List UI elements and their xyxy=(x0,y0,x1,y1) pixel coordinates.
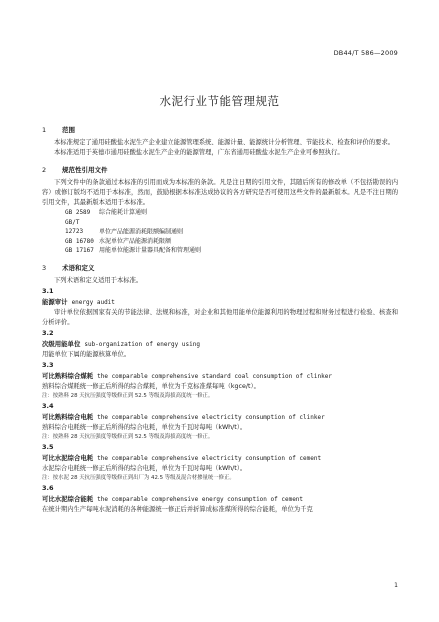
term-number: 3.2 xyxy=(42,328,54,337)
reference-code: GB 2589 xyxy=(65,209,91,216)
reference-name: 用能单位能源计量器具配备和管理通则 xyxy=(99,247,202,254)
term-note: 注：按熟料 28 天抗压强度等级修正到 52.5 等级及海拔高度统一修正。 xyxy=(42,433,214,440)
term-en: the comparable comprehensive electricity consumption of cement xyxy=(97,454,322,462)
term-number: 3.6 xyxy=(42,483,54,492)
term-en: the comparable comprehensive electricity consumption of clinker xyxy=(97,413,325,421)
page-number: 1 xyxy=(394,582,398,589)
term-en: the comparable comprehensive energy consumption of cement xyxy=(97,495,304,503)
term-definition: 审计单位依据国家有关的节能法律、法规和标准，对企业和其他用能单位能源利用的物理过程和财务过程进行检验、核查和分析评价。 xyxy=(42,308,398,326)
term-en: energy audit xyxy=(71,298,115,306)
paragraph: 下列术语和定义适用于本标准。 xyxy=(54,276,143,284)
reference-item xyxy=(42,246,398,256)
term-note: 注：按熟料 28 天抗压强度等级修正到 52.5 等级及海拔高度统一修正。 xyxy=(42,392,214,399)
section-heading-3 xyxy=(42,264,398,273)
section-heading-2 xyxy=(42,166,398,175)
term-zh: 可比水泥综合电耗 xyxy=(42,453,94,462)
term-title xyxy=(42,494,398,505)
term-definition: 熟料综合煤耗统一修正后所得的综合煤耗，单位为千克标准煤每吨（kgce/t）。 xyxy=(42,382,260,390)
document-number: DB44/T 586—2009 xyxy=(333,49,398,57)
term-note: 注：按水泥 28 天抗压强度等级修正到出厂为 42.5 等级及混合材掺量统一修正。 xyxy=(42,474,235,481)
term-zh: 次级用能单位 xyxy=(42,339,81,348)
term-title xyxy=(42,371,398,382)
paragraph: 本标准适用于英德市通用硅酸盐水泥生产企业的能源管理，广东省通用硅酸盐水泥生产企业可参照执行。 xyxy=(54,149,344,156)
reference-item xyxy=(42,237,398,247)
paragraph: 下列文件中的条款通过本标准的引用而成为本标准的条款。凡是注日期的引用文件，其随后所有的修改单（不包括勘误的内容）或修订版均不适用于本标准，然而，鼓励根据本标准达成协议的各方研究是否可使用这些文件的最新版本。凡是不注日期的引用文件，其最新版本适用于本标准。 xyxy=(42,179,398,206)
paragraph: 本标准规定了通用硅酸盐水泥生产企业建立能源管理系统、能源计量、能源统计分析管理、节能技术、检查和评价的要求。 xyxy=(54,139,395,146)
term-en: the comparable comprehensive standard coal consumption of clinker xyxy=(97,372,332,380)
section-heading-1 xyxy=(42,126,398,135)
term-zh: 能源审计 xyxy=(42,297,68,306)
term-definition: 水泥综合电耗统一修正后所得的综合电耗，单位为千瓦时每吨（kWh/t）。 xyxy=(42,464,247,472)
section-number: 3 xyxy=(42,263,47,272)
reference-code: GB/T 12723 xyxy=(65,218,84,235)
term-title xyxy=(42,453,398,464)
term-title xyxy=(42,412,398,423)
reference-name: 水泥单位产品能源消耗限额 xyxy=(99,237,172,245)
reference-name: 单位产品能源消耗限额编制通则 xyxy=(99,228,184,235)
term-title xyxy=(42,297,398,308)
term-zh: 可比水泥综合能耗 xyxy=(42,494,94,503)
term-title xyxy=(42,339,398,350)
term-definition: 在统计期内生产每吨水泥消耗的各种能源统一修正后并折算成标准煤所得的综合能耗，单位为千克 xyxy=(42,505,313,513)
term-en: sub-organization of energy using xyxy=(84,340,200,348)
section-title: 规范性引用文件 xyxy=(62,166,108,174)
reference-code: GB 17167 xyxy=(65,247,94,254)
reference-item xyxy=(42,208,398,218)
term-number: 3.4 xyxy=(42,401,54,410)
section-title: 范围 xyxy=(62,126,75,134)
document-title: 水泥行业节能管理规范 xyxy=(159,94,280,108)
section-title: 术语和定义 xyxy=(62,263,95,272)
term-zh: 可比熟料综合煤耗 xyxy=(42,371,94,380)
term-definition: 用能单位下属的能源核算单位。 xyxy=(42,350,131,358)
term-number: 3.3 xyxy=(42,360,54,369)
term-definition: 熟料综合电耗统一修正后所得的综合电耗，单位为千瓦时每吨（kWh/t）。 xyxy=(42,423,247,431)
term-number: 3.1 xyxy=(42,286,54,295)
term-zh: 可比熟料综合电耗 xyxy=(42,412,94,421)
section-number: 1 xyxy=(42,126,47,134)
reference-name: 综合能耗计算通则 xyxy=(99,209,148,216)
document-body xyxy=(42,126,398,515)
term-number: 3.5 xyxy=(42,442,54,451)
reference-item xyxy=(42,218,398,237)
section-number: 2 xyxy=(42,166,47,174)
reference-code: GB 16780 xyxy=(65,237,94,245)
